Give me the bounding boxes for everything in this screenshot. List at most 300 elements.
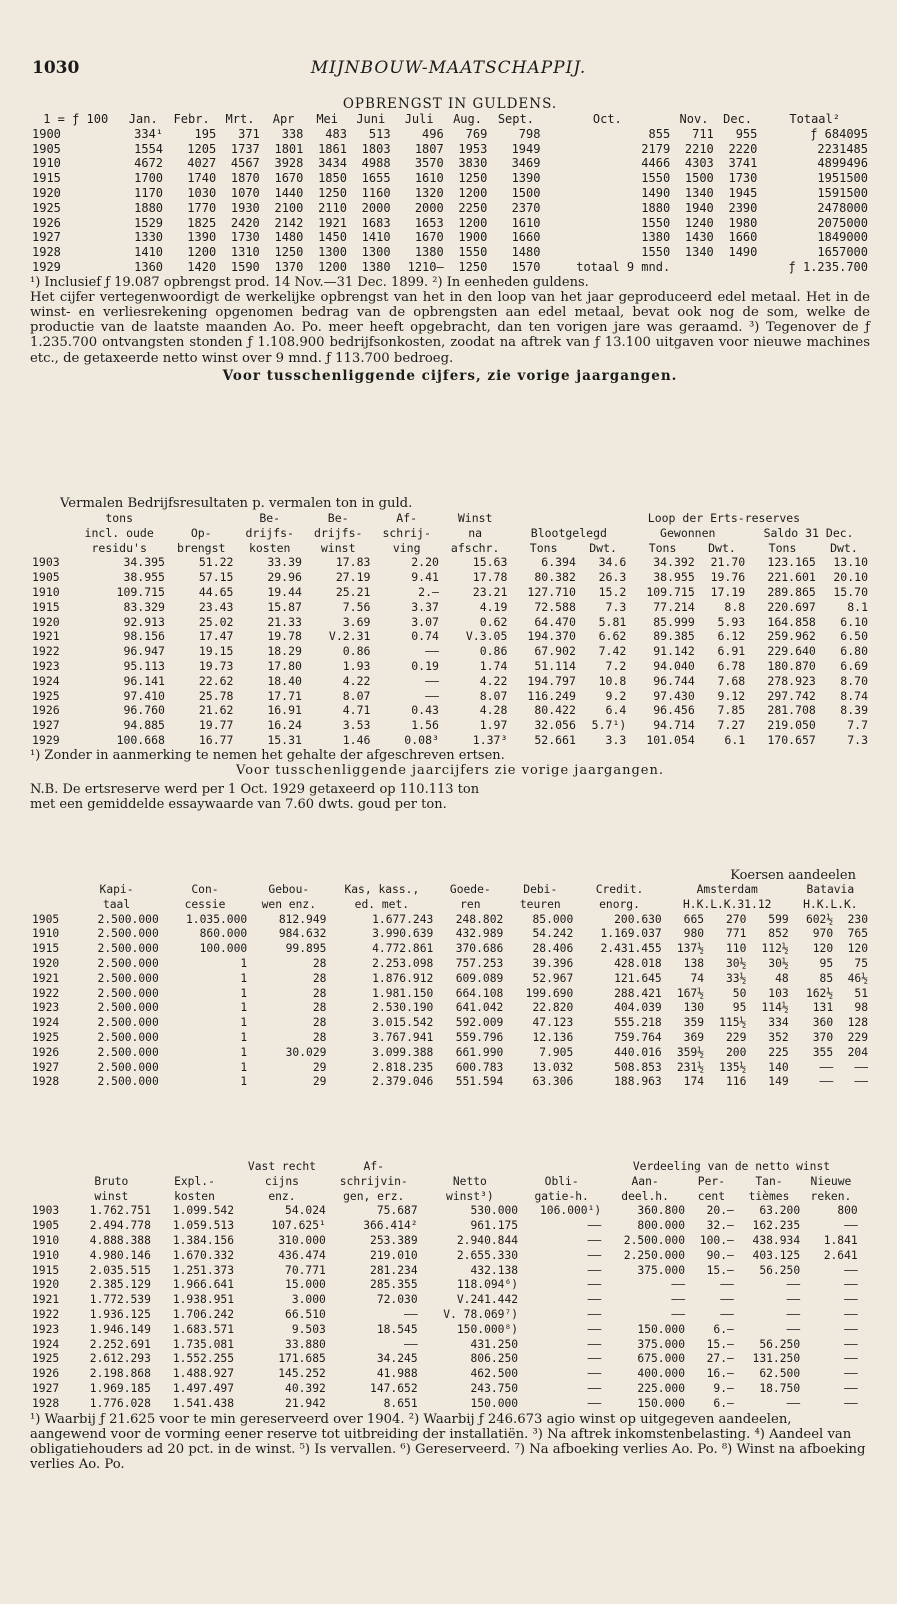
table-cell: 130 [683,1001,705,1015]
table-cell: 1205 [187,141,217,156]
table-cell: 100.000 [199,942,248,956]
table-cell: 110 [725,942,747,956]
table-cell: 6.69 [840,658,868,673]
column-header: Aug. [453,112,482,126]
table-row [30,585,870,600]
table-cell: 1 [240,1045,248,1059]
column-header: na [468,525,483,540]
table-cell: 1390 [187,230,217,245]
table-cell: 2220 [728,141,758,156]
table-cell: 137½ [676,942,705,956]
year-cell: 1905 [32,141,61,156]
table-cell: 1.677.243 [372,912,434,926]
table-cell: 15.31 [267,732,302,747]
column-header: Af- [363,1160,384,1173]
year-cell: 1929 [32,732,60,747]
table-row [30,1061,870,1076]
column-header: Mrt. [225,112,255,126]
table-cell: 38.955 [653,570,695,585]
table-cell: 170.657 [767,732,816,747]
table-cell: 1440 [274,185,304,200]
table-row [30,1219,870,1234]
column-header: tièmes [748,1189,790,1203]
column-header: Credit. [595,883,644,896]
table-cell: 29 [312,1075,327,1089]
table-cell: —— [854,1075,868,1089]
table-cell: 2.253.098 [372,956,434,970]
table-row [30,216,870,231]
table-cell: 3.767.941 [372,1030,434,1044]
table-cell: —— [425,644,439,659]
table-cell: 2100 [274,200,304,215]
table-cell: —— [844,1337,858,1351]
table-cell: 1.488.927 [172,1367,235,1381]
table-cell: 1700 [134,171,164,186]
table-cell: 28 [312,986,327,1000]
table-cell: 94.714 [653,718,695,733]
table-row [30,245,870,260]
table-cell: 7.27 [717,718,746,733]
table-cell: —— [720,1293,734,1307]
table-row [30,659,870,674]
table-cell: 44.65 [198,584,234,599]
table-cell: 1360 [134,259,164,274]
table-cell: 2.500.000 [623,1233,685,1247]
table-cell: 123.165 [767,555,816,570]
table-row [30,1264,870,1279]
balance-table [30,883,870,1090]
table-cell: 80.382 [534,570,576,585]
table-cell: 1.37³ [472,732,508,747]
table-cell: 1.541.438 [172,1396,235,1410]
table-cell: 150.000 [470,1396,519,1410]
table-cell: 95 [819,956,834,970]
table-cell: 225.000 [637,1381,685,1395]
column-header: Nov. [679,112,709,126]
table-cell: 4.22 [479,673,508,688]
table-cell: 200 [725,1045,747,1059]
table-cell: 1945 [728,185,758,200]
share-prices-heading: Koersen aandeelen [730,868,856,883]
table-cell: 2.252.691 [89,1337,151,1351]
column-header: incl. oude [84,525,154,540]
table-cell: —— [587,1293,602,1307]
table-cell: 145.252 [278,1367,326,1381]
year-cell: 1910 [32,156,61,171]
table-cell: 17.83 [335,555,371,570]
table-cell: 3.69 [342,614,371,629]
column-header: Verdeeling van de netto winst [632,1160,831,1173]
table-cell: 1591500 [817,185,868,200]
table-cell: 101.054 [646,732,695,747]
table-cell: 27.— [706,1352,734,1366]
table-cell: 115½ [719,1016,747,1030]
table-cell: —— [786,1396,801,1410]
table-cell: 438.934 [752,1233,801,1247]
table-cell: 30½ [725,956,747,970]
table-cell: 109.715 [646,584,695,599]
table-cell: 9.12 [717,688,746,703]
table-cell: 1 [240,956,248,970]
table-cell: 1660 [728,230,758,245]
table-cell: 360 [812,1016,834,1030]
year-cell: 1925 [32,1352,60,1366]
table-cell: 2478000 [817,200,868,215]
table-cell: —— [786,1307,801,1321]
table-cell: 1 [240,1030,248,1044]
column-header: Gebou- [268,883,310,896]
profit-table [30,1160,870,1412]
column-header: Obli- [544,1174,579,1188]
table-cell: 131 [812,1001,834,1015]
table-cell: 6.91 [717,644,746,659]
table-header-row [30,541,870,556]
table-cell: 32.056 [534,718,576,733]
column-header: Bruto [94,1174,129,1188]
table-cell: 2.655.330 [456,1248,519,1262]
year-cell: 1926 [32,215,61,230]
nb-line-2: met een gemiddelde essaywaarde van 7.60 dwts. goud per ton. [30,796,447,812]
table-cell: 1951500 [817,171,868,186]
table-cell: 8.74 [840,688,868,703]
table-cell: 22.62 [198,673,234,688]
table-cell: 96.744 [653,673,695,688]
table-cell: 2110 [318,200,347,215]
table-cell: 288.421 [614,986,662,1000]
table-cell: 369 [683,1030,705,1044]
column-header: ving [392,540,421,555]
table-cell: 229.640 [767,644,816,659]
column-header: Be- [259,511,281,525]
table-cell: 1410 [361,230,391,245]
table-cell: 4672 [134,156,164,171]
table-cell: 1170 [134,185,164,200]
table-cell: 1380 [641,230,671,245]
table-row [30,1323,870,1338]
table-cell: 56.250 [759,1263,801,1277]
table-cell: ƒ 1.235.700 [788,259,868,274]
table-cell: —— [587,1367,602,1381]
table-row [30,972,870,987]
table-cell: 28 [312,1030,327,1044]
table-row [30,1001,870,1016]
table-cell: 1.946.149 [89,1322,151,1336]
table-cell: 1.93 [342,658,371,673]
table-cell: 150.000 [637,1322,685,1336]
table-cell: 7.2 [605,658,627,673]
column-header: cent [697,1189,726,1203]
table-cell: 432.989 [455,927,504,941]
column-header: Saldo 31 Dec. [763,525,854,540]
table-cell: 19.78 [267,629,302,644]
column-header: Netto [452,1174,487,1188]
table-cell: 98 [854,1001,868,1015]
table-cell: 8.07 [342,688,371,703]
table-cell: 2.530.190 [372,1001,434,1015]
table-cell: 599 [768,912,789,926]
table-cell: 25.02 [198,614,234,629]
table-cell: V.2.31 [328,629,371,644]
table-cell: V. 78.069⁷) [443,1307,519,1321]
column-header: Dwt. [589,540,617,555]
year-cell: 1925 [32,200,61,215]
column-header: enz. [268,1189,296,1203]
table-cell: 23.43 [198,599,234,614]
year-cell: 1925 [32,688,60,703]
table-cell: 21.70 [710,555,746,570]
table-cell: 310.000 [278,1233,326,1247]
year-cell: 1915 [32,942,60,956]
column-header: Be- [327,511,349,525]
column-header: Batavia [806,883,855,896]
table-cell: 1550 [641,215,671,230]
table-cell: 74 [690,971,705,985]
results-footnote: ¹) Zonder in aanmerking te nemen het gehalte der afgeschreven ertsen. [30,747,505,763]
table-cell: 2000 [414,200,444,215]
table-cell: 27.19 [335,570,371,585]
table-cell: 46½ [847,971,868,985]
table-cell: 375.000 [637,1337,685,1351]
table-cell: —— [671,1278,685,1292]
table-cell: 2.431.455 [600,942,662,956]
table-cell: 334¹ [134,126,164,141]
table-cell: 1610 [511,215,541,230]
table-cell: 8.70 [840,673,868,688]
table-cell: 2000 [361,200,391,215]
table-cell: 1.552.255 [172,1352,235,1366]
table-cell: 1.776.028 [89,1396,151,1410]
table-cell: 30½ [768,956,789,970]
table-cell: 40.392 [285,1381,326,1395]
table-cell: 17.78 [472,570,508,585]
table-cell: 513 [368,126,391,141]
column-header: kosten [248,540,291,555]
table-cell: 72.588 [534,599,576,614]
table-row [30,555,870,570]
table-cell: 1850 [318,171,347,186]
column-header: schrij- [382,525,431,540]
table-cell: 7.3 [847,732,868,747]
column-header: Debi- [523,883,558,896]
table-cell: 1.841 [823,1233,858,1247]
table-cell: —— [404,1307,418,1321]
table-cell: 1921 [318,215,347,230]
table-cell: 167½ [676,986,705,1000]
table-cell: 51.114 [534,658,576,673]
column-header: deel.h. [621,1189,669,1203]
table-cell: 188.963 [614,1075,662,1089]
column-header [30,526,71,541]
table-cell: 4.28 [479,703,508,718]
table-cell: 4567 [230,156,260,171]
table-cell: 1670 [414,230,444,245]
column-header: enorg. [599,897,640,911]
table-cell: 2.035.515 [89,1263,151,1277]
table-row [30,600,870,615]
table-cell: 33½ [725,971,747,985]
table-cell: 1803 [361,141,391,156]
column-header: Con- [191,883,219,896]
table-row [30,644,870,659]
column-header: Oct. [592,112,622,126]
table-cell: 6.— [713,1322,734,1336]
table-cell: 1430 [684,230,714,245]
table-cell: 1.876.912 [372,971,434,985]
year-cell: 1926 [32,1367,60,1381]
table-cell: 20.10 [833,570,868,585]
year-cell: 1910 [32,927,60,941]
table-cell: 13.032 [532,1060,574,1074]
table-cell: 90.— [706,1248,734,1262]
table-cell: 18.750 [759,1381,801,1395]
profit-section [30,1160,870,1472]
column-header: teuren [519,897,561,911]
table-cell: 66.510 [285,1307,326,1321]
table-cell: 21.33 [267,614,302,629]
table-cell: 1200 [187,245,217,260]
table-cell: 359 [683,1016,705,1030]
table-cell: —— [404,1337,418,1351]
table-cell: 800 [837,1204,858,1218]
table-cell: 1160 [361,185,391,200]
year-cell: 1926 [32,703,60,718]
table-cell: 1 [240,1060,248,1074]
table-cell: 85.000 [532,912,574,926]
table-cell: 15.63 [472,555,508,570]
table-cell: 77.214 [653,599,695,614]
table-cell: 1300 [361,245,391,260]
table-cell: 1.938.951 [172,1293,235,1307]
table-cell: 675.000 [637,1352,685,1366]
table-cell: 147.652 [370,1381,418,1395]
table-cell: 7.7 [847,718,868,733]
table-cell: —— [587,1219,602,1233]
table-cell: 120 [812,942,834,956]
table-cell: 278.923 [767,673,816,688]
table-cell: 16.77 [198,732,234,747]
table-cell: 0.86 [342,644,371,659]
table-cell: 0.62 [479,614,508,629]
table-header-row [30,112,870,127]
table-cell: 798 [518,126,541,141]
table-row [30,1278,870,1293]
table-cell: 1 [240,971,248,985]
table-cell: 12.136 [532,1030,574,1044]
table-cell: 0.43 [411,703,439,718]
table-cell: 19.77 [198,718,234,733]
column-header: Nieuwe [810,1174,852,1188]
table-cell: 2.940.844 [456,1233,519,1247]
table-cell: 1200 [458,215,488,230]
table-row [30,127,870,142]
table-cell: —— [819,1075,834,1089]
table-cell: 128 [847,1016,868,1030]
table-cell: 980 [683,927,705,941]
table-cell: 1500 [511,185,541,200]
table-cell: 28 [312,1001,327,1015]
table-cell: 2.500.000 [97,1001,159,1015]
table-row [30,1308,870,1323]
table-cell: 3.099.388 [372,1045,434,1059]
table-cell: 1210— [407,259,444,274]
table-cell: 765 [847,927,868,941]
table-row [30,1234,870,1249]
table-cell: 1.099.542 [172,1204,235,1218]
table-cell: 4027 [187,156,217,171]
table-cell: 106.000¹) [540,1204,602,1218]
table-cell: 19.44 [267,584,302,599]
table-cell: 64.470 [534,614,576,629]
year-cell: 1920 [32,956,60,970]
year-cell: 1923 [32,1322,60,1336]
table-cell: —— [844,1322,858,1336]
table-cell: 3434 [318,156,347,171]
table-cell: 34.395 [123,555,165,570]
table-cell: 6.62 [598,629,627,644]
table-cell: 0.19 [411,658,439,673]
table-cell: 3.53 [342,718,371,733]
table-cell: 1.772.539 [89,1293,151,1307]
year-cell: 1924 [32,673,60,688]
table-cell: 2390 [728,200,758,215]
column-header: Af- [396,511,418,525]
table-row [30,718,870,733]
table-cell: 92.913 [123,614,165,629]
table-cell: 248.802 [455,912,504,926]
column-header: Blootgelegd [530,525,607,540]
table-cell: 2250 [458,200,488,215]
table-cell: —— [844,1307,858,1321]
table-cell: 3.990.639 [372,927,434,941]
table-cell: 860.000 [199,927,248,941]
table-row [30,703,870,718]
column-header [30,1160,70,1175]
table-cell: 555.218 [614,1016,662,1030]
table-cell: 52.967 [532,971,574,985]
table-cell: —— [844,1352,858,1366]
column-header: Loop der Erts-reserves [647,511,801,525]
table-cell: 2.612.293 [89,1352,151,1366]
table-cell: 1250 [458,259,488,274]
table-cell: 63.200 [759,1204,801,1218]
table-cell: 127.710 [527,584,576,599]
table-cell: 0.86 [479,644,508,659]
table-cell: 852 [768,927,789,941]
table-cell: —— [587,1307,602,1321]
table-cell: —— [786,1278,801,1292]
table-cell: 220.697 [767,599,816,614]
table-cell: 757.253 [455,956,504,970]
table-cell: 85.999 [653,614,695,629]
table-cell: —— [786,1322,801,1336]
table-cell: 1770 [187,200,217,215]
table-row [30,1016,870,1031]
table-cell: 4466 [641,156,671,171]
year-cell: 1915 [32,171,61,186]
results-heading: Vermalen Bedrijfsresultaten p. vermalen ton in guld. [60,496,413,511]
column-header [520,1160,603,1175]
table-cell: 665 [683,912,705,926]
table-cell: 15.87 [267,599,302,614]
table-cell: 508.853 [614,1060,662,1074]
table-cell: —— [587,1322,602,1336]
column-header [70,1160,153,1175]
table-row [30,156,870,171]
table-cell: 4.772.861 [372,942,434,956]
column-header: taal [102,897,131,911]
year-cell: 1921 [32,971,60,985]
table-cell: 1200 [318,259,347,274]
